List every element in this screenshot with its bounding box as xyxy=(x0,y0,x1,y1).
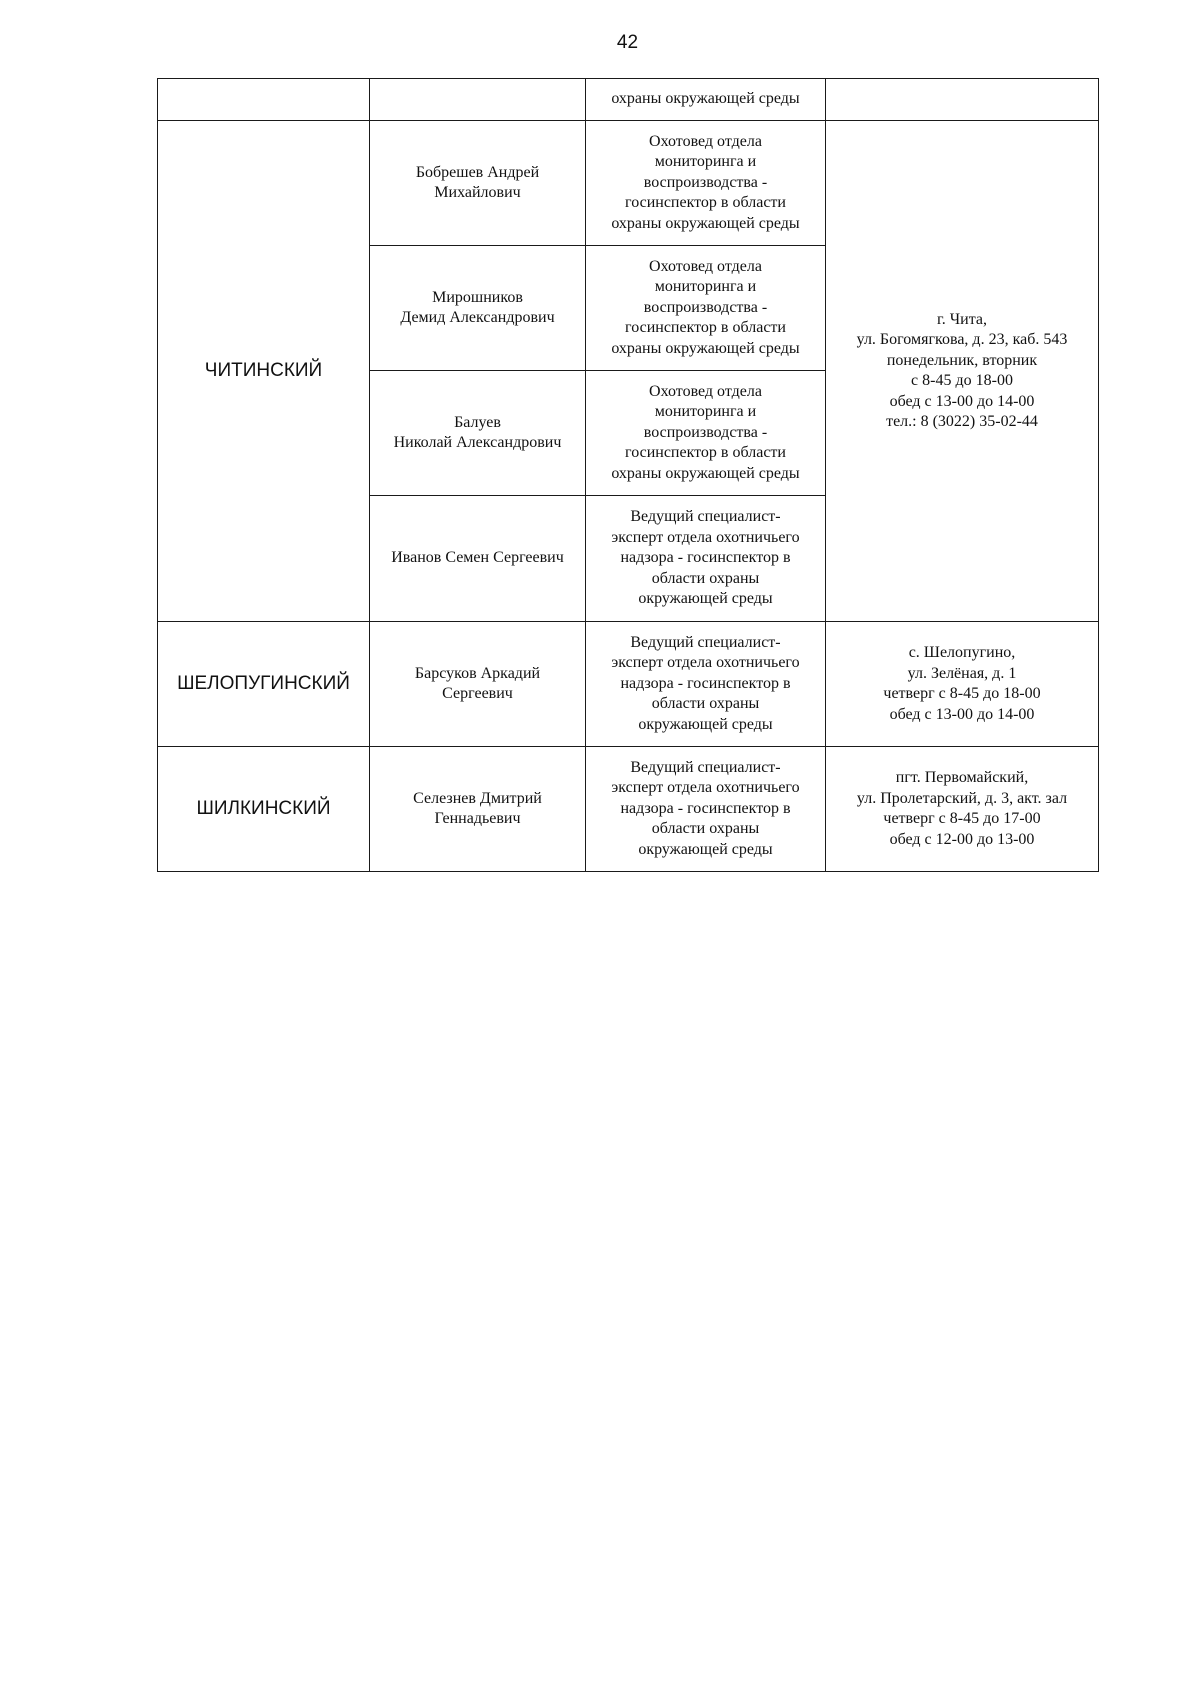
table-row xyxy=(158,747,1099,872)
person-name-line: Балуев xyxy=(454,413,501,431)
position-line: госинспектор в области xyxy=(625,319,786,337)
district-cell: ШЕЛОПУГИНСКИЙ xyxy=(158,622,370,747)
position-line: окружающей среды xyxy=(638,590,773,608)
contact-line: с. Шелопугино, xyxy=(908,644,1016,661)
contact-line: четверг с 8-45 до 17-00 xyxy=(883,810,1041,827)
contact-line: обед с 13-00 до 14-00 xyxy=(889,705,1035,723)
person-cell xyxy=(370,496,586,622)
position-line: воспроизводства - xyxy=(643,423,768,441)
contact-cell xyxy=(826,747,1099,872)
page-number: 42 xyxy=(616,32,639,53)
district-cell: ШИЛКИНСКИЙ xyxy=(158,747,370,872)
position-line: Ведущий специалист- xyxy=(630,758,781,776)
contact-cell xyxy=(826,622,1099,747)
person-name-line: Сергеевич xyxy=(442,685,513,702)
person-name-line: Мирошников xyxy=(432,288,523,306)
person-name-line: Михайлович xyxy=(434,184,521,201)
table-row xyxy=(158,121,1099,246)
person-cell xyxy=(370,622,586,747)
person-name-line: Барсуков Аркадий xyxy=(414,664,541,682)
person-name-line: Демид Александрович xyxy=(400,309,555,326)
position-line: Охотовед отдела xyxy=(649,257,762,275)
position-line: госинспектор в области xyxy=(625,194,786,212)
person-cell xyxy=(370,747,586,872)
position-cell xyxy=(586,121,826,246)
position-line: воспроизводства - xyxy=(643,298,768,316)
position-cell xyxy=(586,747,826,872)
position-line: госинспектор в области xyxy=(625,444,786,462)
person-name-line: Николай Александрович xyxy=(393,434,562,451)
position-line: надзора - госинспектор в xyxy=(620,799,791,817)
table-row xyxy=(158,79,1099,121)
table-row xyxy=(158,622,1099,747)
position-line: окружающей среды xyxy=(638,840,773,858)
person-name-line: Геннадьевич xyxy=(434,810,521,827)
position-line: воспроизводства - xyxy=(643,173,768,191)
person-name-line: Бобрешев Андрей xyxy=(415,163,540,181)
position-line: эксперт отдела охотничьего xyxy=(611,654,800,672)
contact-cell xyxy=(826,79,1099,121)
contact-line: понедельник, вторник xyxy=(886,351,1038,369)
contact-line: ул. Зелёная, д. 1 xyxy=(907,664,1017,682)
contact-line: ул. Пролетарский, д. 3, акт. зал xyxy=(856,789,1068,807)
position-cell xyxy=(586,622,826,747)
contact-line: ул. Богомягкова, д. 23, каб. 543 xyxy=(856,331,1068,348)
position-cell xyxy=(586,79,826,121)
position-line: области охраны xyxy=(651,695,760,713)
position-line: охраны окружающей среды xyxy=(611,464,800,482)
district-cell xyxy=(158,79,370,121)
position-line: Ведущий специалист- xyxy=(630,633,781,651)
position-line: мониторинга и xyxy=(654,153,757,171)
person-cell xyxy=(370,121,586,246)
position-line: Ведущий специалист- xyxy=(630,508,781,526)
contact-line: четверг с 8-45 до 18-00 xyxy=(883,685,1041,702)
position-line: мониторинга и xyxy=(654,278,757,296)
position-cell xyxy=(586,496,826,622)
position-line: Охотовед отдела xyxy=(649,382,762,400)
position-line: надзора - госинспектор в xyxy=(620,549,791,567)
contact-line: г. Чита, xyxy=(936,310,987,328)
position-line: эксперт отдела охотничьего xyxy=(611,779,800,797)
district-cell: ЧИТИНСКИЙ xyxy=(158,121,370,622)
position-line: мониторинга и xyxy=(654,403,757,421)
contact-line: с 8-45 до 18-00 xyxy=(911,372,1013,389)
position-line: окружающей среды xyxy=(638,715,773,733)
person-cell xyxy=(370,79,586,121)
position-line: охраны окружающей среды xyxy=(611,339,800,357)
position-cell xyxy=(586,371,826,496)
contact-line: пгт. Первомайский, xyxy=(895,769,1029,786)
position-line: Охотовед отдела xyxy=(649,132,762,150)
contact-cell xyxy=(826,121,1099,622)
position-line: эксперт отдела охотничьего xyxy=(611,528,800,546)
person-cell xyxy=(370,371,586,496)
person-name-line: Иванов Семен Сергеевич xyxy=(391,549,564,567)
position-line: области охраны xyxy=(651,820,760,838)
person-cell xyxy=(370,246,586,371)
position-line: охраны окружающей среды xyxy=(611,90,800,108)
position-line: надзора - госинспектор в xyxy=(620,674,791,692)
position-line: охраны окружающей среды xyxy=(611,214,800,232)
contact-line: обед с 12-00 до 13-00 xyxy=(889,830,1035,848)
inspectors-table xyxy=(157,78,1099,872)
position-cell xyxy=(586,246,826,371)
position-line: области охраны xyxy=(651,569,760,587)
contact-line: тел.: 8 (3022) 35-02-44 xyxy=(886,413,1038,430)
person-name-line: Селезнев Дмитрий xyxy=(413,789,542,807)
contact-line: обед с 13-00 до 14-00 xyxy=(889,392,1035,410)
